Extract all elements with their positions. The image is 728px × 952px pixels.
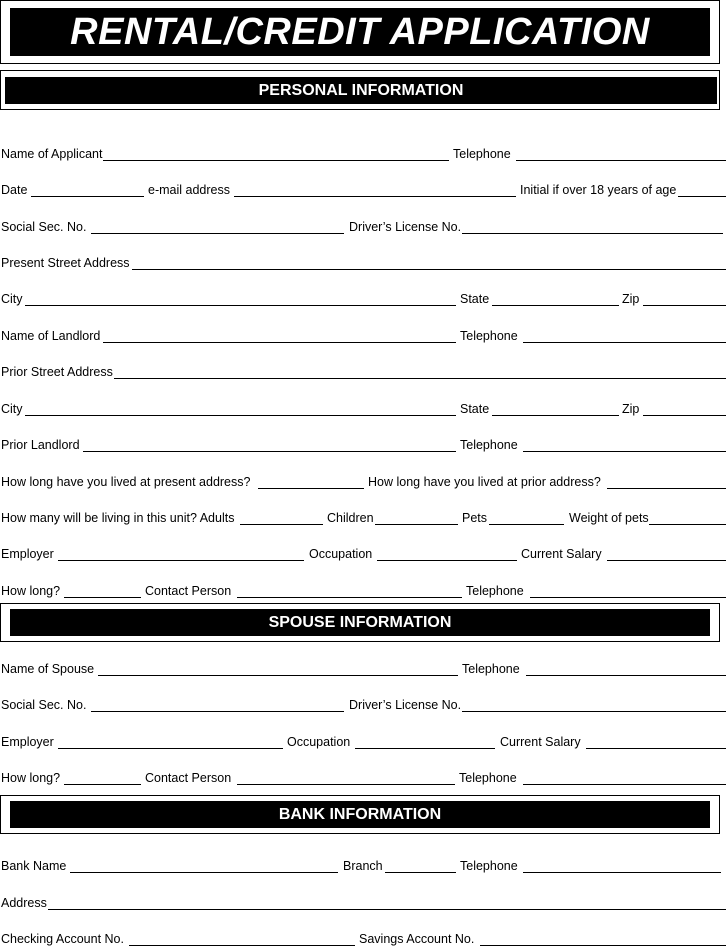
field-current-salary[interactable] <box>607 560 726 561</box>
field-how-long-prior[interactable] <box>607 488 726 489</box>
field-bank-address[interactable] <box>48 909 726 910</box>
row-date <box>0 183 728 203</box>
label-telephone: Telephone <box>460 859 518 873</box>
label-telephone: Telephone <box>459 771 517 785</box>
row-applicant <box>0 147 728 167</box>
bank-section-frame <box>0 795 720 834</box>
field-present-address[interactable] <box>132 269 726 270</box>
row-how-long-lived <box>0 475 728 495</box>
field-how-long-present[interactable] <box>258 488 364 489</box>
row-spouse-ssn <box>0 698 728 718</box>
label-adults: How many will be living in this unit? Adults <box>1 511 235 525</box>
row-ssn <box>0 220 728 240</box>
row-bank-address <box>0 896 728 916</box>
field-employer[interactable] <box>58 560 304 561</box>
field-date[interactable] <box>31 196 144 197</box>
label-pets: Pets <box>462 511 488 525</box>
field-prior-zip[interactable] <box>643 415 726 416</box>
label-date: Date <box>1 183 28 197</box>
field-spouse-telephone[interactable] <box>526 675 726 676</box>
label-ssn: Social Sec. No. <box>1 698 87 712</box>
label-ssn: Social Sec. No. <box>1 220 87 234</box>
row-employer <box>0 547 728 567</box>
spouse-section-title: SPOUSE INFORMATION <box>10 609 710 636</box>
row-city-2 <box>0 402 728 422</box>
label-children: Children <box>327 511 374 525</box>
field-spouse-ssn[interactable] <box>91 711 344 712</box>
field-name-of-landlord[interactable] <box>103 342 456 343</box>
field-prior-state[interactable] <box>492 415 619 416</box>
label-occupation: Occupation <box>309 547 373 561</box>
page-title: RENTAL/CREDIT APPLICATION <box>10 8 710 56</box>
label-city: City <box>1 402 23 416</box>
field-spouse-drivers-license[interactable] <box>462 711 726 712</box>
field-landlord-telephone[interactable] <box>523 342 726 343</box>
personal-section-title: PERSONAL INFORMATION <box>5 77 717 104</box>
field-state[interactable] <box>492 305 619 306</box>
field-ssn[interactable] <box>91 233 344 234</box>
bank-section-title: BANK INFORMATION <box>10 801 710 828</box>
row-prior-address <box>0 365 728 385</box>
field-children[interactable] <box>375 524 458 525</box>
label-prior-address: Prior Street Address <box>1 365 113 379</box>
field-initial-18[interactable] <box>678 196 726 197</box>
field-bank-name[interactable] <box>70 872 338 873</box>
field-prior-landlord-telephone[interactable] <box>523 451 726 452</box>
label-state: State <box>460 402 490 416</box>
label-how-long: How long? <box>1 771 61 785</box>
field-city[interactable] <box>25 305 456 306</box>
label-occupation: Occupation <box>287 735 351 749</box>
row-spouse-name <box>0 662 728 682</box>
label-employer: Employer <box>1 735 54 749</box>
row-how-long-employed <box>0 584 728 604</box>
label-current-salary: Current Salary <box>500 735 581 749</box>
label-savings-account: Savings Account No. <box>359 932 475 946</box>
row-bank-name <box>0 859 728 879</box>
title-frame <box>0 0 720 64</box>
label-name-of-applicant: Name of Applicant <box>1 147 103 161</box>
label-address: Address <box>1 896 47 910</box>
field-weight-of-pets[interactable] <box>649 524 726 525</box>
field-spouse-contact-telephone[interactable] <box>523 784 726 785</box>
field-bank-telephone[interactable] <box>523 872 721 873</box>
label-how-long-prior: How long have you lived at prior address? <box>368 475 601 489</box>
label-present-address: Present Street Address <box>1 256 130 270</box>
label-state: State <box>460 292 490 306</box>
field-email[interactable] <box>234 196 516 197</box>
spouse-section-frame <box>0 603 720 642</box>
label-zip: Zip <box>622 402 640 416</box>
personal-section-frame <box>0 70 720 110</box>
row-accounts <box>0 932 728 952</box>
row-spouse-employer <box>0 735 728 755</box>
label-employer: Employer <box>1 547 54 561</box>
label-email: e-mail address <box>148 183 230 197</box>
row-city-1 <box>0 292 728 312</box>
field-drivers-license[interactable] <box>462 233 723 234</box>
label-name-of-landlord: Name of Landlord <box>1 329 101 343</box>
field-pets[interactable] <box>489 524 564 525</box>
field-adults[interactable] <box>240 524 323 525</box>
field-spouse-current-salary[interactable] <box>586 748 726 749</box>
field-telephone[interactable] <box>516 160 726 161</box>
label-contact-person: Contact Person <box>145 584 232 598</box>
label-bank-name: Bank Name <box>1 859 67 873</box>
label-checking-account: Checking Account No. <box>1 932 124 946</box>
field-spouse-how-long[interactable] <box>64 784 141 785</box>
label-telephone: Telephone <box>453 147 511 161</box>
row-occupants <box>0 511 728 531</box>
field-prior-city[interactable] <box>25 415 456 416</box>
label-prior-landlord: Prior Landlord <box>1 438 80 452</box>
label-city: City <box>1 292 23 306</box>
label-drivers-license: Driver’s License No. <box>349 698 462 712</box>
label-telephone: Telephone <box>466 584 524 598</box>
field-zip[interactable] <box>643 305 726 306</box>
label-telephone: Telephone <box>462 662 520 676</box>
label-drivers-license: Driver’s License No. <box>349 220 462 234</box>
field-spouse-employer[interactable] <box>58 748 283 749</box>
field-spouse-contact-person[interactable] <box>237 784 455 785</box>
row-prior-landlord <box>0 438 728 458</box>
label-branch: Branch <box>343 859 383 873</box>
label-name-of-spouse: Name of Spouse <box>1 662 95 676</box>
field-name-of-spouse[interactable] <box>98 675 458 676</box>
field-occupation[interactable] <box>377 560 517 561</box>
label-how-long-present: How long have you lived at present address? <box>1 475 251 489</box>
field-contact-person[interactable] <box>237 597 462 598</box>
label-weight-of-pets: Weight of pets <box>569 511 649 525</box>
field-name-of-applicant[interactable] <box>103 160 449 161</box>
field-spouse-occupation[interactable] <box>355 748 495 749</box>
label-initial-18: Initial if over 18 years of age <box>520 183 677 197</box>
label-telephone: Telephone <box>460 438 518 452</box>
field-branch[interactable] <box>385 872 456 873</box>
label-current-salary: Current Salary <box>521 547 602 561</box>
field-prior-landlord[interactable] <box>83 451 456 452</box>
row-present-address <box>0 256 728 276</box>
field-contact-telephone[interactable] <box>530 597 726 598</box>
row-spouse-how-long <box>0 771 728 791</box>
label-zip: Zip <box>622 292 640 306</box>
field-prior-address[interactable] <box>114 378 726 379</box>
label-contact-person: Contact Person <box>145 771 232 785</box>
label-telephone: Telephone <box>460 329 518 343</box>
row-landlord <box>0 329 728 349</box>
label-how-long: How long? <box>1 584 61 598</box>
field-how-long[interactable] <box>64 597 141 598</box>
